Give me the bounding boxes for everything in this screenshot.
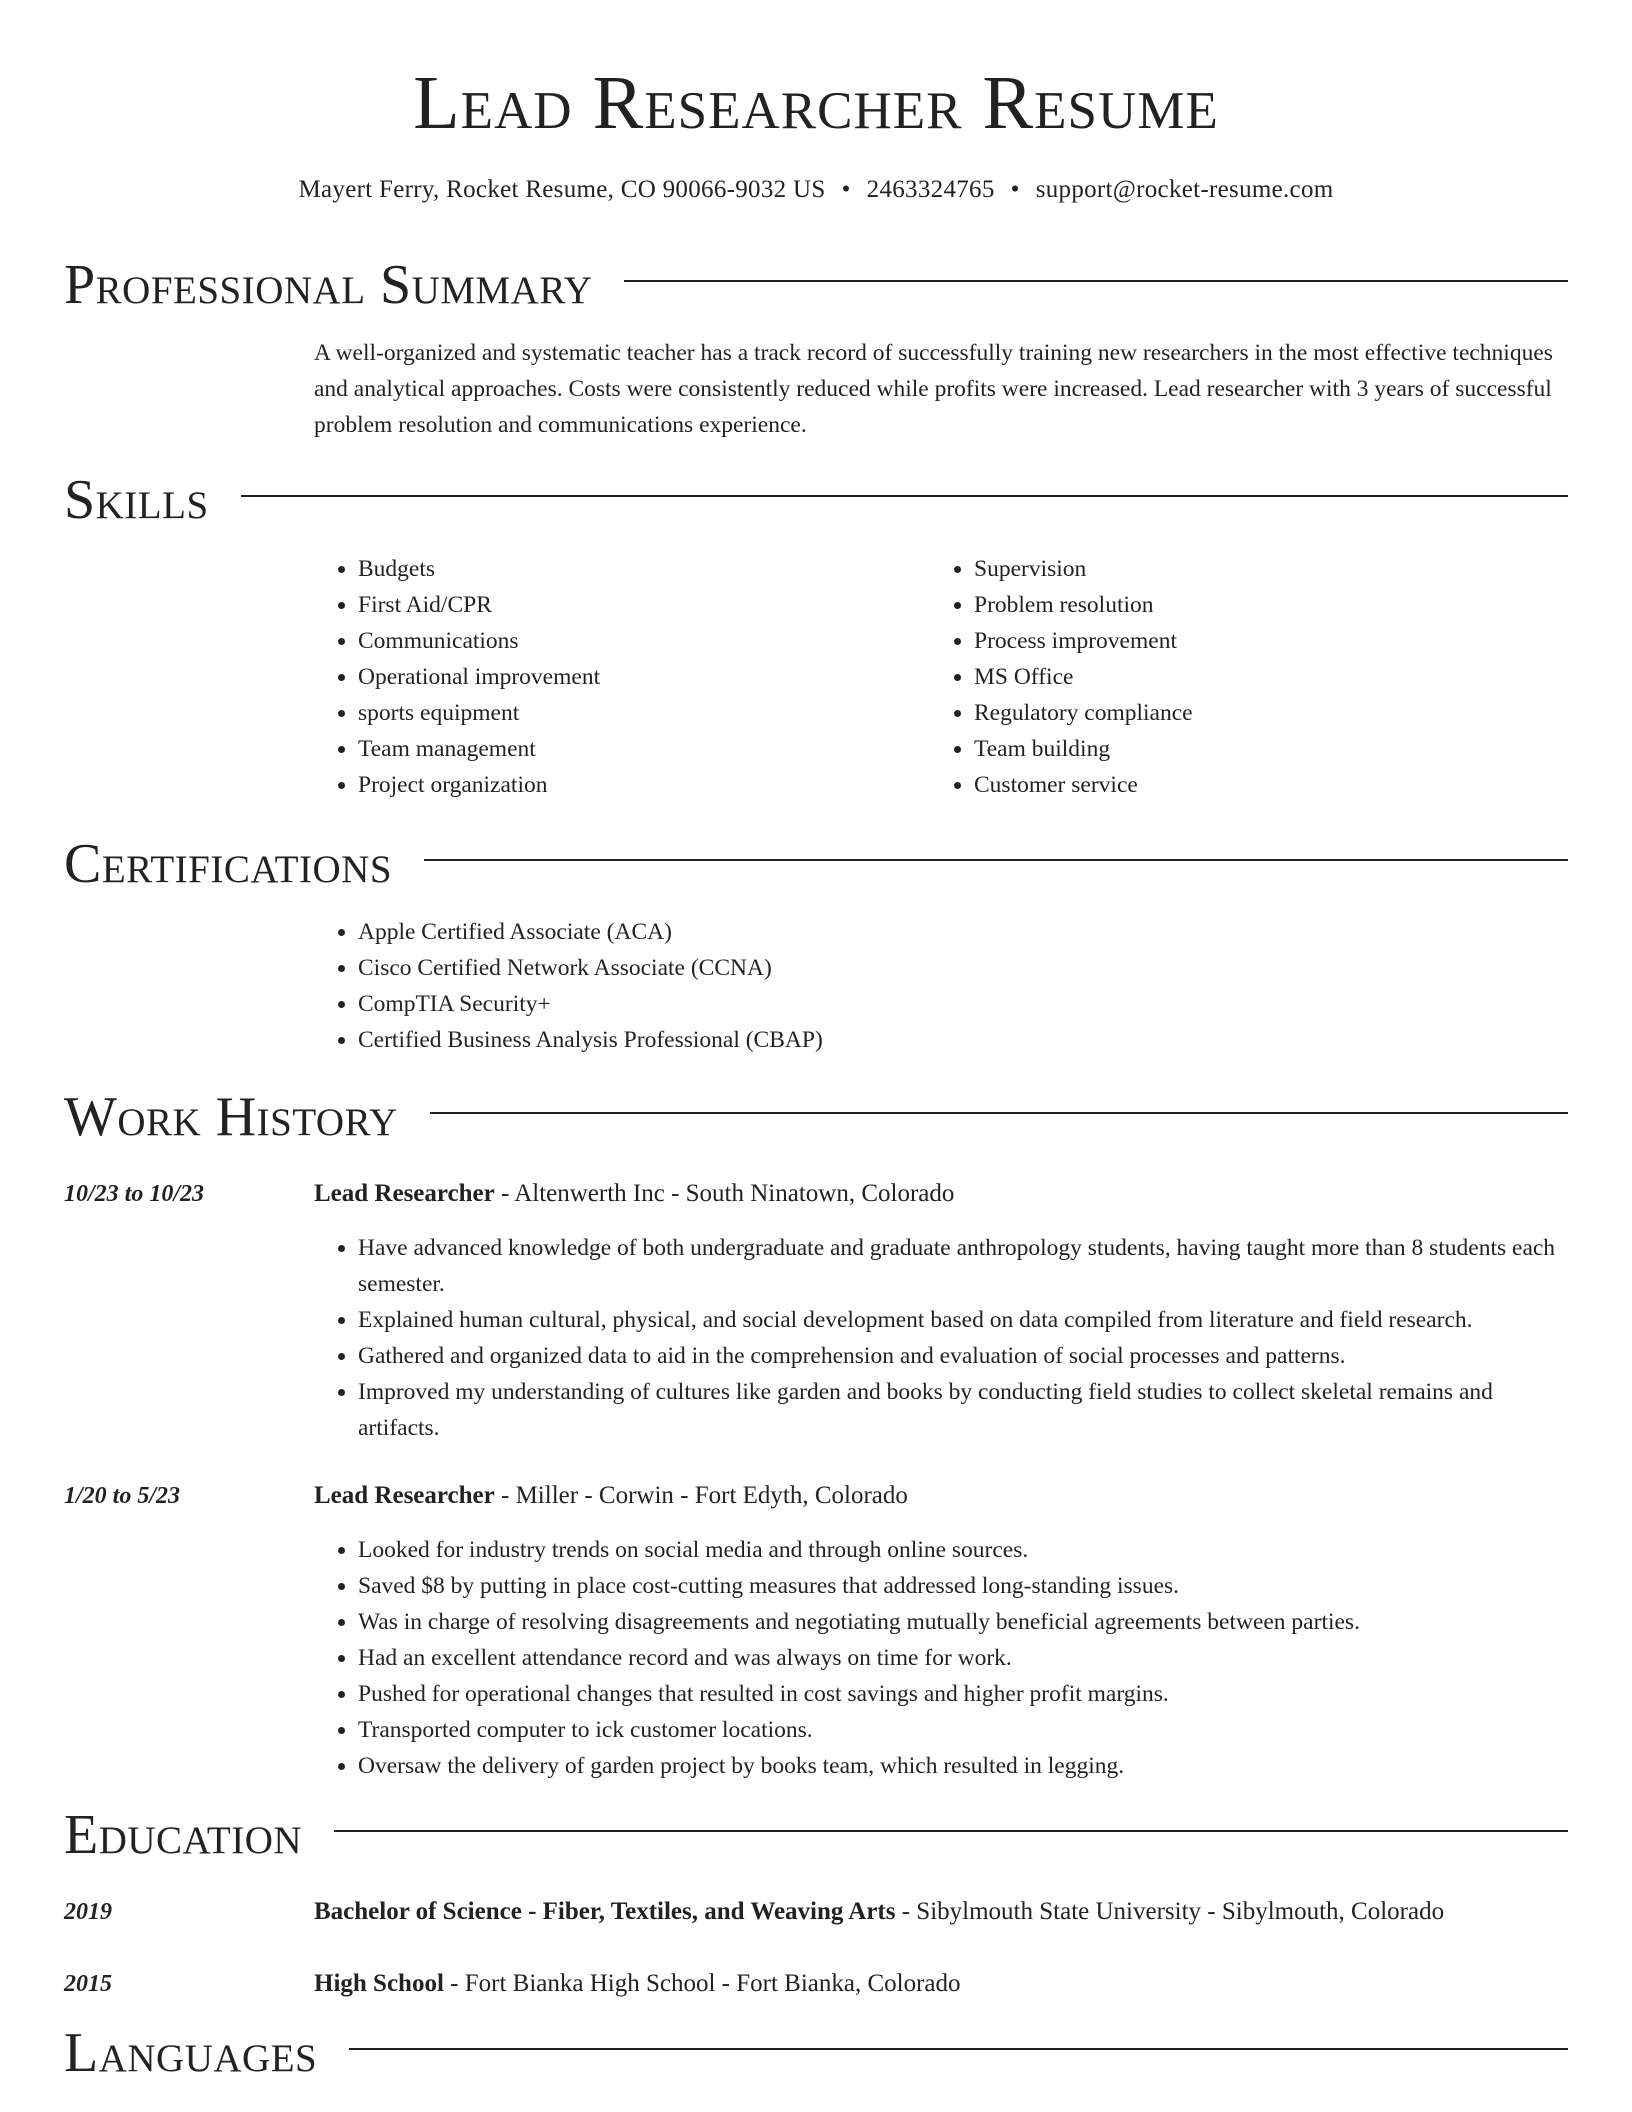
section-skills [64, 465, 1568, 535]
section-certifications [64, 829, 1568, 899]
skill-item: • First Aid/CPR [358, 587, 918, 623]
contact-phone: 2463324765 [866, 176, 995, 203]
certification-item: • Certified Business Analysis Professional (CBAP) [358, 1022, 1558, 1058]
job-heading [314, 1176, 1574, 1212]
section-heading: Work History [64, 1086, 398, 1148]
job-bullet: • Gathered and organized data to aid in the comprehension and evaluation of social processes and patterns. [358, 1338, 1574, 1374]
skill-item: • Budgets [358, 551, 918, 587]
skill-item: • Supervision [974, 551, 1574, 587]
skill-item: • Process improvement [974, 623, 1574, 659]
section-divider [241, 495, 1568, 497]
job-bullet: • Looked for industry trends on social media and through online sources. [358, 1532, 1574, 1568]
contact-email[interactable]: support@rocket-resume.com [1035, 176, 1334, 203]
section-divider [424, 859, 1568, 861]
section-professional-summary [64, 250, 1568, 320]
skill-item: • MS Office [974, 659, 1574, 695]
education-degree: High School [314, 1970, 444, 1997]
education-details: - Sibylmouth State University - Sibylmouth, Colorado [895, 1898, 1445, 1925]
skill-item: • sports equipment [358, 695, 918, 731]
section-education [64, 1800, 1568, 1870]
section-heading: Skills [64, 469, 209, 531]
section-work-history [64, 1082, 1568, 1152]
section-divider [430, 1112, 1568, 1114]
skill-item: • Customer service [974, 767, 1574, 803]
skill-item: • Communications [358, 623, 918, 659]
job-bullet: • Improved my understanding of cultures like garden and books by conducting field studies to collect skeletal remains and artifacts. [358, 1374, 1574, 1446]
job-bullet: • Explained human cultural, physical, and social development based on data compiled from literature and field research. [358, 1302, 1574, 1338]
skill-item: • Project organization [358, 767, 918, 803]
job-bullet: • Had an excellent attendance record and was always on time for work. [358, 1640, 1574, 1676]
education-details: - Fort Bianka High School - Fort Bianka, Colorado [443, 1970, 961, 1997]
job-heading [314, 1478, 1574, 1514]
job-details: - Miller - Corwin - Fort Edyth, Colorado [494, 1482, 908, 1509]
job-bullet: • Pushed for operational changes that resulted in cost savings and higher profit margins. [358, 1676, 1574, 1712]
contact-address: Mayert Ferry, Rocket Resume, CO 90066-9032 US [298, 176, 826, 203]
skill-item: • Team building [974, 731, 1574, 767]
skills-list-left [314, 551, 918, 803]
job-bullet: • Have advanced knowledge of both undergraduate and graduate anthropology students, having taught more than 8 students each semester. [358, 1230, 1574, 1302]
certification-item: • Cisco Certified Network Associate (CCNA) [358, 950, 1558, 986]
job-bullets [314, 1532, 1574, 1784]
job-bullet: • Was in charge of resolving disagreements and negotiating mutually beneficial agreements between parties. [358, 1604, 1574, 1640]
resume-title: Lead Researcher Resume [413, 61, 1219, 145]
certification-item: • Apple Certified Associate (ACA) [358, 914, 1558, 950]
job-bullet: • Saved $8 by putting in place cost-cutting measures that addressed long-standing issues. [358, 1568, 1574, 1604]
section-heading: Certifications [64, 833, 393, 895]
skill-item: • Operational improvement [358, 659, 918, 695]
job-bullets [314, 1230, 1574, 1446]
skill-item: • Problem resolution [974, 587, 1574, 623]
section-divider [334, 1830, 1568, 1832]
summary-text: A well-organized and systematic teacher has a track record of successfully training new researchers in the most effective techniques and analytical approaches. Costs were consistently reduced while profits were increased. Lead researcher with 3 years of successful problem resolution and communications experience. [314, 340, 1553, 438]
skill-item: • Regulatory compliance [974, 695, 1574, 731]
section-heading: Languages [64, 2022, 318, 2084]
job-dates: 10/23 to 10/23 [64, 1181, 205, 1207]
contact-separator: • [1010, 176, 1020, 203]
job-dates: 1/20 to 5/23 [64, 1483, 181, 1509]
job-title: Lead Researcher [314, 1482, 495, 1509]
job-bullet: • Transported computer to ick customer locations. [358, 1712, 1574, 1748]
education-degree: Bachelor of Science - Fiber, Textiles, and Weaving Arts [314, 1898, 896, 1925]
certifications-list [314, 914, 1558, 1058]
certification-item: • CompTIA Security+ [358, 986, 1558, 1022]
section-heading: Education [64, 1804, 303, 1866]
contact-line [0, 172, 1632, 208]
job-bullet: • Oversaw the delivery of garden project by books team, which resulted in legging. [358, 1748, 1574, 1784]
section-divider [349, 2048, 1568, 2050]
education-year: 2019 [64, 1899, 112, 1925]
section-languages [64, 2018, 1568, 2088]
skill-item: • Team management [358, 731, 918, 767]
section-heading: Professional Summary [64, 254, 593, 316]
education-entry [314, 1894, 1574, 1930]
education-year: 2015 [64, 1971, 112, 1997]
job-title: Lead Researcher [314, 1180, 495, 1207]
contact-separator: • [841, 176, 851, 203]
skills-list-right [930, 551, 1574, 803]
education-entry [314, 1966, 1574, 2002]
section-divider [624, 280, 1568, 282]
job-details: - Altenwerth Inc - South Ninatown, Colorado [494, 1180, 955, 1207]
